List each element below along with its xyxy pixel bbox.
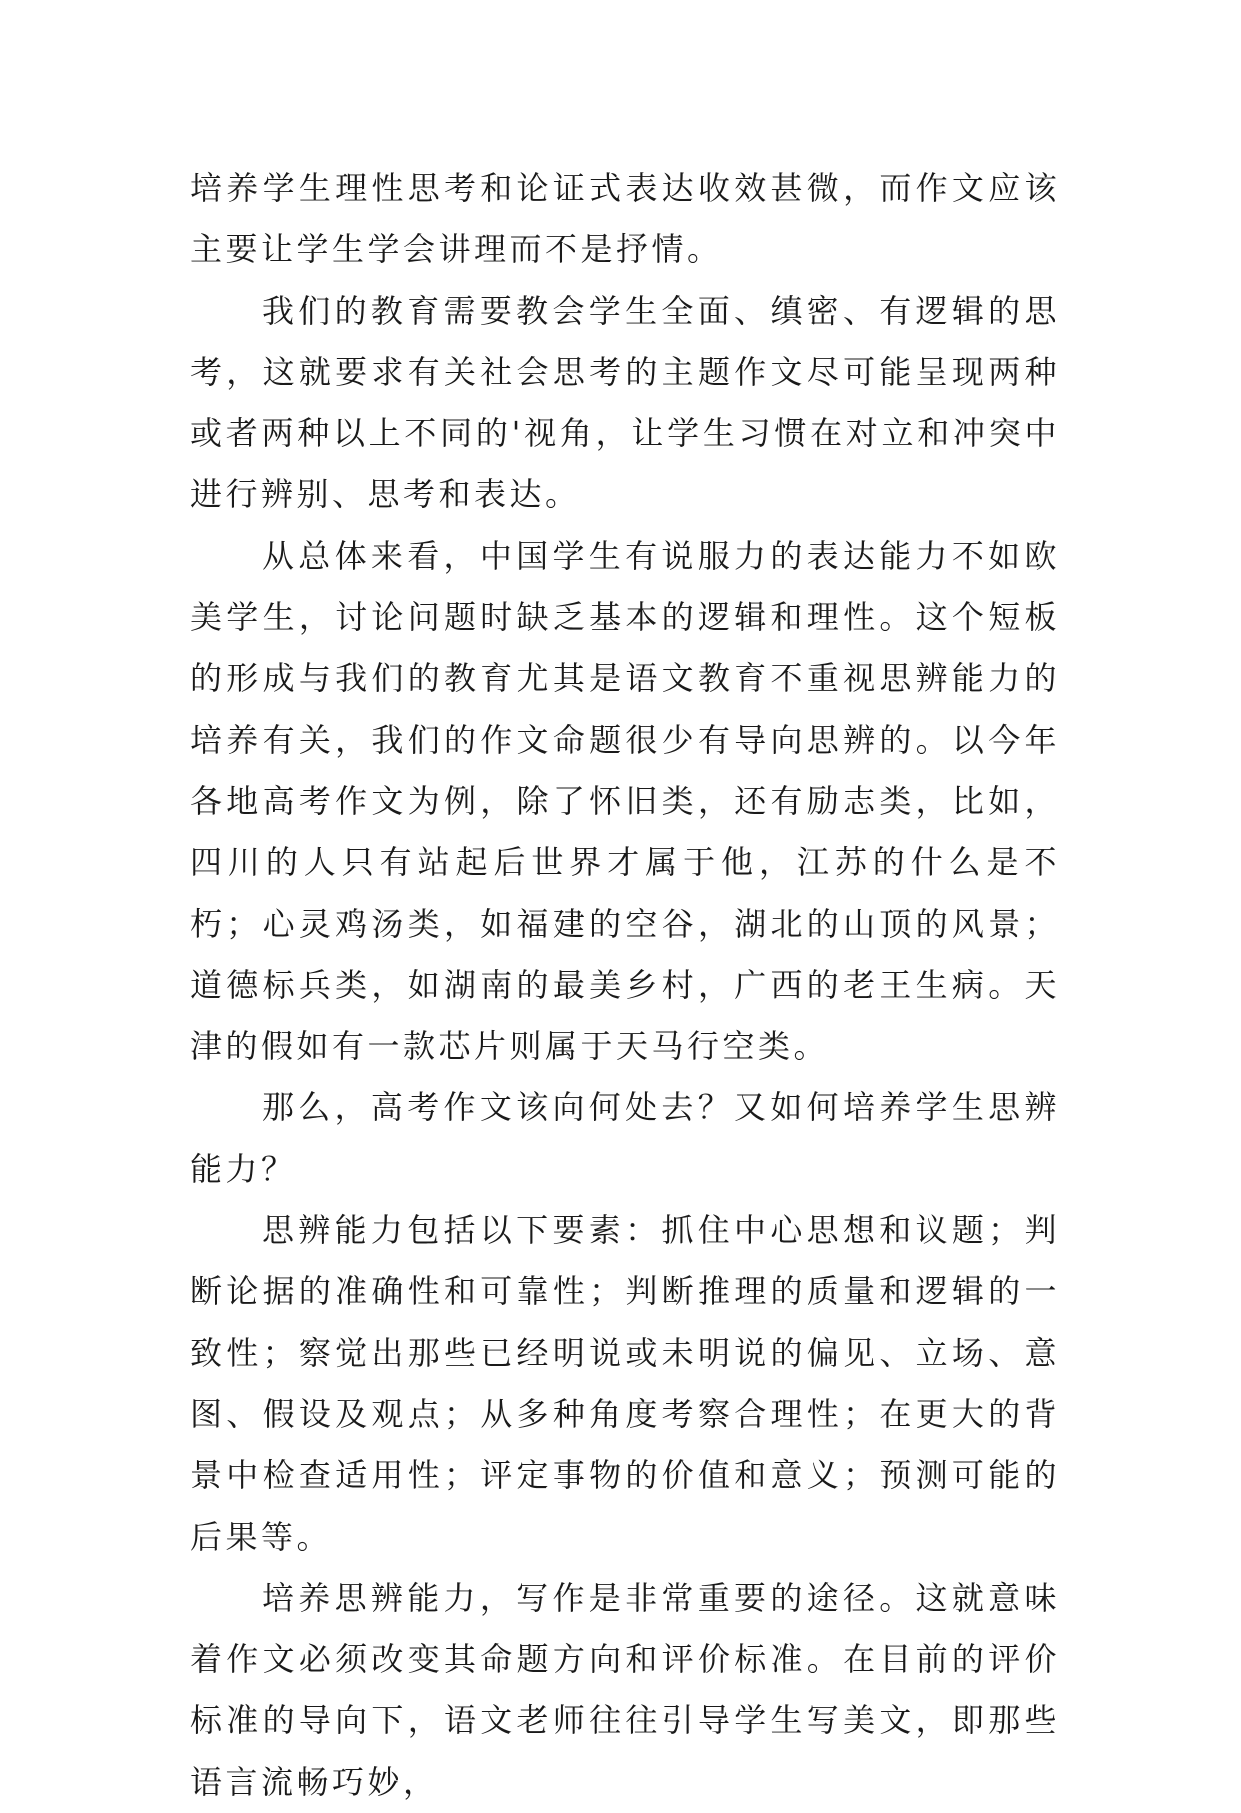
paragraph-2: 我们的教育需要教会学生全面、缜密、有逻辑的思考，这就要求有关社会思考的主题作文尽可能呈现两种或者两种以上不同的'视角，让学生习惯在对立和冲突中进行辨别、思考和表达。 [190, 291, 1060, 514]
paragraph-1: 培养学生理性思考和论证式表达收效甚微，而作文应该主要让学生学会讲理而不是抒情。 [190, 169, 1060, 269]
paragraph-4: 那么，高考作文该向何处去？又如何培养学生思辨能力？ [190, 1088, 1060, 1188]
paragraph-6: 培养思辨能力，写作是非常重要的途径。这就意味着作文必须改变其命题方向和评价标准。在目前的评价标准的导向下，语文老师往往引导学生写美文，即那些语言流畅巧妙， [190, 1578, 1060, 1801]
paragraph-5: 思辨能力包括以下要素：抓住中心思想和议题；判断论据的准确性和可靠性；判断推理的质量和逻辑的一致性；察觉出那些已经明说或未明说的偏见、立场、意图、假设及观点；从多种角度考察合理性；在更大的背景中检查适用性；评定事物的价值和意义；预测可能的后果等。 [190, 1211, 1060, 1556]
paragraph-3: 从总体来看，中国学生有说服力的表达能力不如欧美学生，讨论问题时缺乏基本的逻辑和理性。这个短板的形成与我们的教育尤其是语文教育不重视思辨能力的培养有关，我们的作文命题很少有导向思辨的。以今年各地高考作文为例，除了怀旧类，还有励志类，比如，四川的人只有站起后世界才属于他，江苏的什么是不朽；心灵鸡汤类，如福建的空谷，湖北的山顶的风景；道德标兵类，如湖南的最美乡村，广西的老王生病。天津的假如有一款芯片则属于天马行空类。 [190, 536, 1060, 1066]
document-body [190, 158, 1060, 1813]
